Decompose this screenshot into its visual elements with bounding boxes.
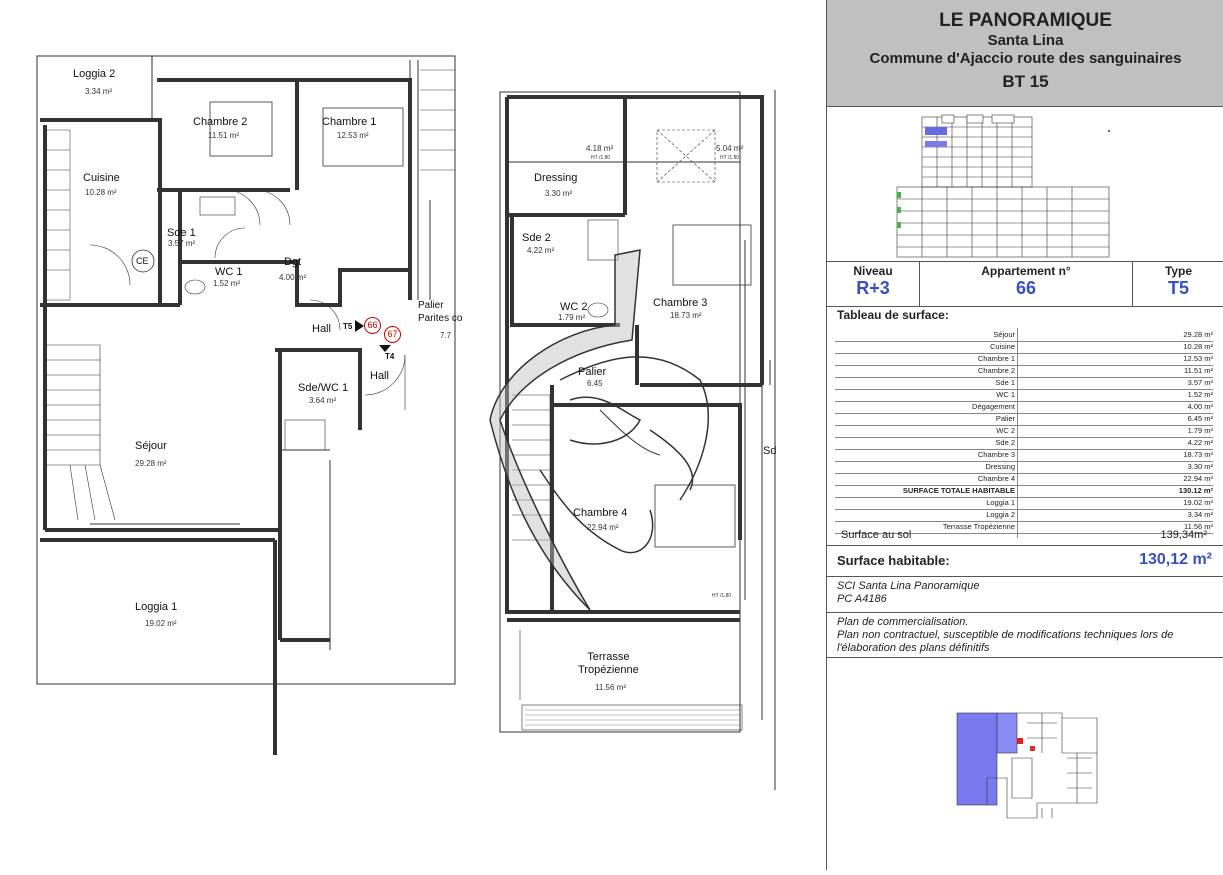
surface-row-value: 3.57 m²: [1187, 378, 1213, 387]
room-area: 3.30 m²: [545, 189, 573, 198]
building-elevation: [827, 107, 1223, 262]
title-block: [826, 0, 1223, 870]
surface-row-value: 130.12 m²: [1178, 486, 1213, 495]
surface-row-name: Terrasse Tropézienne: [942, 522, 1015, 531]
surface-row-name: SURFACE TOTALE HABITABLE: [902, 486, 1015, 495]
room-label: Chambre 1: [322, 116, 377, 128]
room-label: Hall: [312, 323, 331, 335]
surface-row-name: Séjour: [993, 330, 1015, 339]
room-area: 3.64 m²: [309, 396, 337, 405]
niveau-cell: [827, 262, 920, 306]
surface-row-value: 11.56 m²: [1183, 522, 1213, 531]
room-label: Cuisine: [83, 172, 120, 184]
room-area: 10.28 m²: [85, 188, 117, 197]
surface-row-value: 19.02 m²: [1183, 498, 1213, 507]
type-value: T5: [1167, 278, 1189, 298]
disclaimer-line: Plan non contractuel, susceptible de modifications techniques lors de: [837, 629, 1174, 641]
surface-row-name: Sde 1: [995, 378, 1015, 387]
room-label: Séjour: [135, 440, 167, 452]
surface-row-value: 1.79 m²: [1187, 426, 1213, 435]
surface-row-value: 3.34 m²: [1187, 510, 1213, 519]
apartment-highlight: [957, 713, 997, 805]
surface-sol-value: 139,34m²: [1160, 529, 1207, 541]
type-label: Type: [1164, 264, 1193, 278]
apartment-67-bubble: 67: [384, 326, 401, 343]
room-label: Chambre 3: [653, 297, 708, 309]
surface-row-name: Chambre 1: [977, 354, 1015, 363]
disclaimer-line: l'élaboration des plans définitifs: [837, 642, 990, 654]
surface-sol: [841, 529, 1211, 541]
apartment-label: Appartement n°: [981, 264, 1071, 278]
room-area: 3.34 m²: [85, 87, 113, 96]
room-area: 29.28 m²: [135, 459, 167, 468]
surface-sol-label: Surface au sol: [841, 529, 912, 541]
room-area: 3.57 m²: [168, 239, 196, 248]
surface-row-value: 18.73 m²: [1183, 450, 1213, 459]
room-area: 11.51 m²: [208, 131, 239, 140]
t5-label: T5: [343, 322, 353, 331]
surface-habitable-value: 130,12 m²: [1139, 551, 1212, 568]
surface-row-value: 12.53 m²: [1183, 354, 1213, 363]
height-label: HT /1.80: [720, 155, 740, 161]
room-area: 6.45: [587, 379, 603, 388]
apartment-cell: [920, 262, 1133, 306]
disclaimer: [827, 613, 1223, 658]
room-label: WC 2: [560, 301, 588, 313]
room-label: Loggia 1: [135, 601, 178, 613]
building-id: BT 15: [1002, 72, 1049, 91]
type-cell: [1133, 262, 1223, 306]
surface-table-title: Tableau de surface:: [837, 308, 949, 322]
t4-label: T4: [385, 352, 395, 361]
surface-row-name: Cuisine: [989, 342, 1015, 351]
surface-row-name: Loggia 2: [986, 510, 1015, 519]
ce-label: CE: [136, 256, 149, 266]
surface-row-name: Chambre 2: [977, 366, 1015, 375]
room-area: 22.94 m²: [587, 523, 619, 532]
key-plan-drawing: [827, 658, 1223, 870]
room-area: 1.79 m²: [558, 313, 586, 322]
apartment-value: 66: [1015, 278, 1037, 298]
room-area: 7.7: [440, 331, 452, 340]
surface-row-value: 3.30 m²: [1187, 462, 1213, 471]
surface-row-name: Dégagement: [972, 402, 1015, 411]
niveau-value: R+3: [856, 278, 890, 298]
room-label: Chambre 4: [573, 507, 628, 519]
disclaimer-line: Plan de commercialisation.: [837, 616, 969, 628]
height-label: HT /1.80: [712, 593, 732, 599]
header: [827, 0, 1223, 107]
room-label: WC 1: [215, 266, 243, 278]
surface-row-name: WC 1: [996, 390, 1015, 399]
niveau-label: Niveau: [853, 264, 893, 278]
surface-row-name: WC 2: [996, 426, 1015, 435]
room-label: Loggia 2: [73, 68, 116, 80]
height-label: HT /1.80: [591, 155, 611, 161]
surface-habitable-label: Surface habitable:: [837, 553, 950, 568]
room-label: Terrasse Tropézienne: [578, 651, 639, 676]
project-subtitle: Santa Lina: [987, 32, 1064, 49]
surface-row-name: Chambre 3: [977, 450, 1015, 459]
surface-row-name: Loggia 1: [986, 498, 1015, 507]
room-area: 5.04 m²: [716, 144, 744, 153]
surface-row-value: 6.45 m²: [1187, 414, 1213, 423]
building-elevation-drawing: [827, 107, 1223, 261]
room-label: Dgt: [284, 256, 302, 268]
room-label: Palier: [578, 366, 607, 378]
room-label: Dressing: [534, 172, 578, 184]
room-area: 19.02 m²: [145, 619, 177, 628]
surface-row-value: 4.22 m²: [1187, 438, 1213, 447]
permit-number: PC A4186: [837, 593, 887, 605]
room-area: 18.73 m²: [670, 311, 702, 320]
room-area: 1.52 m²: [213, 279, 241, 288]
surface-row-value: 29.28 m²: [1183, 330, 1213, 339]
surface-row-name: Chambre 4: [977, 474, 1015, 483]
surface-row-value: 1.52 m²: [1187, 390, 1213, 399]
surface-table: [827, 307, 1223, 546]
project-title: LE PANORAMIQUE: [939, 10, 1112, 31]
room-area: 11.56 m²: [595, 683, 626, 692]
room-area: 4.22 m²: [527, 246, 555, 255]
developer-name: SCI Santa Lina Panoramique: [837, 580, 980, 592]
room-label: Chambre 2: [193, 116, 248, 128]
key-plan: [827, 658, 1223, 870]
apartment-66-bubble: 66: [364, 317, 381, 334]
room-label: Sde/WC 1: [298, 382, 349, 394]
room-area: 12.53 m²: [337, 131, 369, 140]
surface-row-value: 10.28 m²: [1183, 342, 1213, 351]
surface-row-value: 4.00 m²: [1187, 402, 1213, 411]
room-label: Sde 2: [522, 232, 551, 244]
developer-info: [827, 577, 1223, 613]
surface-row-value: 11.51 m²: [1183, 366, 1213, 375]
surface-row-name: Palier: [995, 414, 1015, 423]
room-label: Sde 1: [167, 227, 196, 239]
room-area: 4.00 m²: [279, 273, 307, 282]
unit-highlight: [925, 127, 947, 135]
surface-row-name: Dressing: [985, 462, 1015, 471]
room-label: Hall: [370, 370, 389, 382]
room-label: Palier Parites co: [418, 300, 463, 324]
surface-habitable: [827, 546, 1223, 577]
surface-row-name: Sde 2: [995, 438, 1015, 447]
apartment-info: [827, 262, 1223, 307]
room-label: Sd: [763, 445, 777, 457]
surface-row-value: 22.94 m²: [1183, 474, 1213, 483]
room-area: 4.18 m²: [586, 144, 614, 153]
project-location: Commune d'Ajaccio route des sanguinaires: [869, 50, 1182, 67]
